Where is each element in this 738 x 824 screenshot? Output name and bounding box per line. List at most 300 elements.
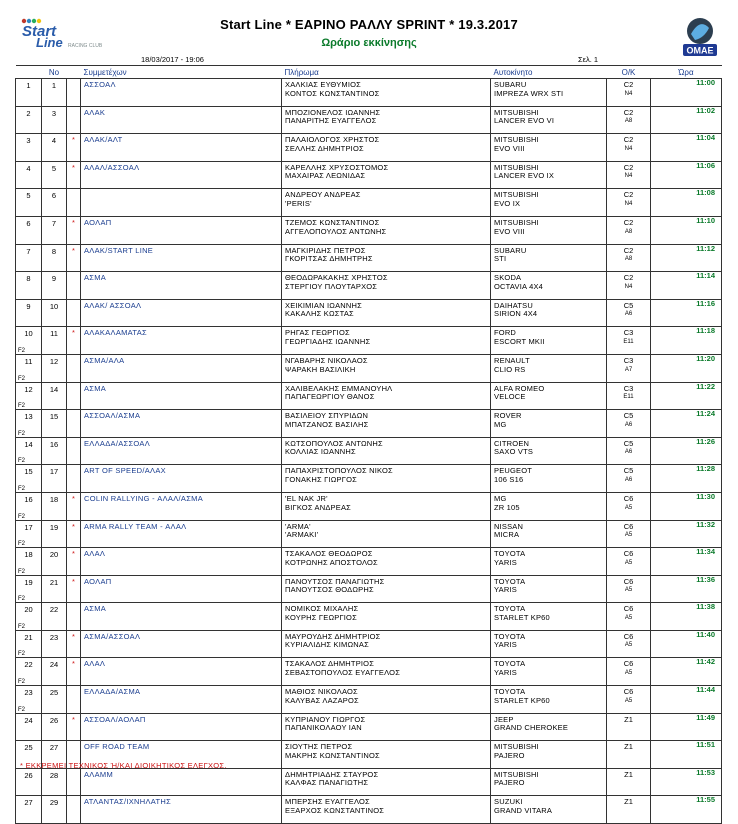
driver-name: ΝΓΑΒΑΡΗΣ ΝΙΚΟΛΑΟΣ: [285, 355, 368, 365]
group-code: C2: [623, 217, 634, 227]
car-model: PAJERO: [494, 750, 525, 760]
col-header-no: Νο: [42, 66, 67, 79]
car-cell: [491, 272, 607, 300]
codriver-name: ΠΑΠΑΓΕΩΡΓΙΟΥ ΘΑΝΟΣ: [285, 392, 375, 402]
car-cell: [491, 79, 607, 107]
car-cell: [491, 520, 607, 548]
table-row: [16, 189, 722, 217]
table-row: [16, 161, 722, 189]
table-row: [16, 437, 722, 465]
start-time: 11:34: [651, 548, 722, 576]
table-row: [16, 244, 722, 272]
group-code: C6: [623, 631, 634, 641]
row-index: 26: [24, 770, 33, 780]
group-class-cell: [607, 189, 651, 217]
row-index: 18: [24, 550, 33, 560]
driver-name: ΤΣΑΚΑΛΟΣ ΘΕΟΔΩΡΟΣ: [285, 549, 373, 559]
pending-check-mark: *: [67, 161, 81, 189]
car-model: PAJERO: [494, 778, 525, 788]
car-cell: [491, 382, 607, 410]
entrant-name: ΕΛΛΑΔΑ/ΑΣΣΟΑΛ: [81, 437, 282, 465]
pending-check-mark: *: [67, 492, 81, 520]
table-row: [16, 134, 722, 162]
start-number: 24: [42, 658, 67, 686]
table-row: [16, 796, 722, 824]
driver-name: ΜΠΟΖΙΟΝΕΛΟΣ ΙΩΑΝΝΗΣ: [285, 107, 381, 117]
col-header-crew: Πλήρωμα: [282, 66, 491, 79]
class-code: A5: [624, 614, 633, 621]
table-row: [16, 658, 722, 686]
codriver-name: 'ARMAKI': [285, 530, 319, 540]
group-code: C2: [623, 135, 634, 145]
class-code: A7: [624, 366, 633, 373]
car-model: GRAND VITARA: [494, 806, 553, 816]
group-code: C6: [623, 659, 634, 669]
crew-cell: [282, 492, 491, 520]
group-code: Z1: [624, 714, 633, 724]
entrant-name: OFF ROAD TEAM: [81, 741, 282, 769]
car-model: YARIS: [494, 585, 517, 595]
car-cell: [491, 713, 607, 741]
class-code: E11: [623, 338, 634, 345]
pending-check-mark: [67, 768, 81, 796]
driver-name: ΠΑΛΑΙΟΛΟΓΟΣ ΧΡΗΣΤΟΣ: [285, 135, 380, 145]
crew-cell: [282, 161, 491, 189]
codriver-name: ΣΕΛΛΗΣ ΔΗΜΗΤΡΙΟΣ: [285, 143, 364, 153]
car-make: MITSUBISHI: [494, 107, 539, 117]
car-make: TOYOTA: [494, 659, 526, 669]
group-code: C6: [623, 604, 634, 614]
driver-name: ΚΩΤΣΟΠΟΥΛΟΣ ΑΝΤΩΝΗΣ: [285, 438, 383, 448]
car-model: EVO IX: [494, 198, 521, 208]
driver-name: 'EL NAK JR': [285, 493, 328, 503]
start-time: 11:12: [651, 244, 722, 272]
driver-name: ΑΝΔΡΕΟΥ ΑΝΔΡΕΑΣ: [285, 190, 361, 200]
car-model: ZR 105: [494, 502, 520, 512]
entrant-name: ΑΛΑΚΑΛΑΜΑΤΑΣ: [81, 327, 282, 355]
row-index-cell: [16, 686, 42, 714]
row-index: 6: [26, 218, 31, 228]
crew-cell: [282, 106, 491, 134]
car-make: ROVER: [494, 411, 522, 421]
start-number: 11: [42, 327, 67, 355]
crew-cell: [282, 437, 491, 465]
crew-cell: [282, 272, 491, 300]
start-time: 11:44: [651, 686, 722, 714]
row-class-tag: F2: [18, 485, 26, 492]
car-make: ALFA ROMEO: [494, 383, 545, 393]
car-model: ESCORT MKII: [494, 336, 545, 346]
row-index-cell: [16, 134, 42, 162]
class-code: A6: [624, 421, 633, 428]
class-code: A8: [624, 228, 633, 235]
group-class-cell: [607, 106, 651, 134]
start-number: 19: [42, 520, 67, 548]
car-model: 106 S16: [494, 474, 524, 484]
row-index-cell: [16, 630, 42, 658]
codriver-name: ΕΞΑΡΧΟΣ ΚΩΝΣΤΑΝΤΙΝΟΣ: [285, 806, 385, 816]
start-time: 11:40: [651, 630, 722, 658]
entrant-name: ΑΤΛΑΝΤΑΣ/ΙΧΝΗΛΑΤΗΣ: [81, 796, 282, 824]
page-title: Start Line * ΕΑΡΙΝΟ ΡΑΛΛΥ SPRINT * 19.3.2017: [220, 17, 518, 32]
row-index-cell: [16, 410, 42, 438]
group-class-cell: [607, 134, 651, 162]
group-code: C3: [623, 355, 634, 365]
car-make: DAIHATSU: [494, 300, 533, 310]
group-code: C2: [623, 80, 634, 89]
car-model: YARIS: [494, 557, 517, 567]
entrant-name: ΑΣΜΑ: [81, 272, 282, 300]
svg-text:Line: Line: [36, 35, 63, 50]
entrant-name: [81, 189, 282, 217]
row-index-cell: [16, 437, 42, 465]
row-index: 25: [24, 743, 33, 753]
row-index-cell: [16, 189, 42, 217]
row-index-cell: [16, 658, 42, 686]
codriver-name: ΜΠΑΤΖΑΝΟΣ ΒΑΣΙΛΗΣ: [285, 419, 369, 429]
group-class-cell: [607, 437, 651, 465]
table-row: [16, 575, 722, 603]
group-class-cell: [607, 161, 651, 189]
class-code: A5: [624, 670, 633, 677]
row-index-cell: [16, 603, 42, 631]
start-time: 11:00: [651, 79, 722, 107]
driver-name: ΜΑΓΚΙΡΙΔΗΣ ΠΕΤΡΟΣ: [285, 245, 366, 255]
start-number: 18: [42, 492, 67, 520]
svg-text:Start: Start: [22, 23, 57, 40]
entrant-name: ΑΛΑΚ: [81, 106, 282, 134]
start-time: 11:02: [651, 106, 722, 134]
codriver-name: ΚΟΤΡΩΝΗΣ ΑΠΟΣΤΟΛΟΣ: [285, 557, 378, 567]
driver-name: ΣΙΟΥΤΗΣ ΠΕΤΡΟΣ: [285, 742, 353, 752]
entrant-name: ΑΟΛΑΠ: [81, 575, 282, 603]
driver-name: ΠΑΠΑΧΡΙΣΤΟΠΟΥΛΟΣ ΝΙΚΟΣ: [285, 466, 393, 476]
entrant-name: ΑΣΜΑ: [81, 603, 282, 631]
group-code: Z1: [624, 797, 633, 807]
pending-check-mark: [67, 189, 81, 217]
car-model: SAXO VTS: [494, 447, 534, 457]
pending-check-mark: *: [67, 327, 81, 355]
driver-name: ΚΥΠΡΙΑΝΟΥ ΓΙΩΡΓΟΣ: [285, 714, 366, 724]
codriver-name: ΚΑΚΑΛΗΣ ΚΩΣΤΑΣ: [285, 309, 354, 319]
crew-cell: [282, 327, 491, 355]
page-subtitle: Ωράριο εκκίνησης: [321, 37, 417, 49]
car-cell: [491, 686, 607, 714]
codriver-name: ΚΥΡΙΑΛΙΔΗΣ ΚΙΜΩΝΑΣ: [285, 640, 369, 650]
codriver-name: ΠΑΝΟΥΤΣΟΣ ΘΟΔΩΡΗΣ: [285, 585, 374, 595]
row-class-tag: F2: [18, 430, 26, 437]
codriver-name: ΚΟΝΤΟΣ ΚΩΝΣΤΑΝΤΙΝΟΣ: [285, 88, 380, 98]
row-index: 3: [26, 136, 31, 146]
pending-check-mark: [67, 796, 81, 824]
group-class-cell: [607, 796, 651, 824]
group-code: C3: [623, 383, 634, 393]
print-date: 18/03/2017 - 19:06: [141, 55, 204, 64]
group-class-cell: [607, 410, 651, 438]
row-index: 11: [24, 356, 33, 366]
row-index: 20: [24, 605, 33, 615]
codriver-name: ΠΑΝΑΡΙΤΗΣ ΕΥΑΓΓΕΛΟΣ: [285, 116, 377, 126]
crew-cell: [282, 134, 491, 162]
car-model: LANCER EVO IX: [494, 171, 555, 181]
row-class-tag: F2: [18, 623, 26, 630]
crew-cell: [282, 382, 491, 410]
start-number: 6: [42, 189, 67, 217]
start-number: 5: [42, 161, 67, 189]
pending-check-mark: *: [67, 216, 81, 244]
codriver-name: 'PERIS': [285, 198, 312, 208]
group-code: C5: [623, 411, 634, 421]
row-index: 1: [26, 81, 31, 90]
row-index-cell: [16, 354, 42, 382]
class-code: N4: [624, 145, 633, 152]
row-index-cell: [16, 492, 42, 520]
row-index: 2: [26, 108, 31, 118]
start-number: 28: [42, 768, 67, 796]
row-index-cell: [16, 161, 42, 189]
group-class-cell: [607, 382, 651, 410]
start-number: 9: [42, 272, 67, 300]
entrant-name: ΑΛΑΚ/START LINE: [81, 244, 282, 272]
start-number: 1: [42, 79, 67, 107]
entrant-name: ΑΟΛΑΠ: [81, 216, 282, 244]
row-index: 9: [26, 301, 31, 311]
start-time: 11:22: [651, 382, 722, 410]
car-cell: [491, 299, 607, 327]
car-cell: [491, 575, 607, 603]
driver-name: ΜΑΥΡΟΥΔΗΣ ΔΗΜΗΤΡΙΟΣ: [285, 631, 381, 641]
car-make: MITSUBISHI: [494, 769, 539, 779]
pending-check-mark: [67, 299, 81, 327]
group-class-cell: [607, 465, 651, 493]
row-index: 24: [24, 715, 33, 725]
start-number: 8: [42, 244, 67, 272]
car-model: CLIO RS: [494, 364, 526, 374]
start-time: 11:04: [651, 134, 722, 162]
table-row: [16, 520, 722, 548]
driver-name: ΡΗΓΑΣ ΓΕΩΡΓΙΟΣ: [285, 328, 350, 338]
car-cell: [491, 492, 607, 520]
row-index: 23: [24, 688, 33, 698]
start-time: 11:53: [651, 768, 722, 796]
class-code: N4: [624, 173, 633, 180]
car-make: MITSUBISHI: [494, 162, 539, 172]
pending-check-mark: *: [67, 134, 81, 162]
row-class-tag: F2: [18, 596, 26, 603]
group-class-cell: [607, 272, 651, 300]
driver-name: ΔΗΜΗΤΡΙΑΔΗΣ ΣΤΑΥΡΟΣ: [285, 769, 379, 779]
car-cell: [491, 658, 607, 686]
col-header-time: Ώρα: [651, 66, 722, 79]
table-row: [16, 603, 722, 631]
group-class-cell: [607, 354, 651, 382]
class-code: A8: [624, 118, 633, 125]
codriver-name: ΚΑΛΦΑΣ ΠΑΝΑΓΙΩΤΗΣ: [285, 778, 369, 788]
codriver-name: ΚΑΛΥΒΑΣ ΛΑΖΑΡΟΣ: [285, 695, 359, 705]
car-make: MITSUBISHI: [494, 742, 539, 752]
car-cell: [491, 161, 607, 189]
class-code: A5: [624, 532, 633, 539]
group-code: C2: [623, 162, 634, 172]
row-index: 14: [24, 439, 33, 449]
entrant-name: ΑΣΜΑ/ΑΛΑ: [81, 354, 282, 382]
car-model: GRAND CHEROKEE: [494, 723, 569, 733]
crew-cell: [282, 768, 491, 796]
footnote: * ΕΚΚΡΕΜΕΙ ΤΕΧΝΙΚΟΣ Ή/ΚΑΙ ΔΙΟΙΚΗΤΙΚΟΣ ΕΛΕΓΧΟΣ.: [20, 761, 227, 770]
class-code: A6: [624, 476, 633, 483]
car-cell: [491, 603, 607, 631]
row-index-cell: [16, 713, 42, 741]
row-index-cell: [16, 382, 42, 410]
class-code: A5: [624, 642, 633, 649]
entrant-name: ARMA RALLY TEAM - ΑΛΑΛ: [81, 520, 282, 548]
start-time: 11:38: [651, 603, 722, 631]
row-index-cell: [16, 465, 42, 493]
group-code: Z1: [624, 769, 633, 779]
start-number: 10: [42, 299, 67, 327]
group-class-cell: [607, 713, 651, 741]
car-make: TOYOTA: [494, 687, 526, 697]
crew-cell: [282, 465, 491, 493]
driver-name: ΤΖΕΜΟΣ ΚΩΝΣΤΑΝΤΙΝΟΣ: [285, 217, 380, 227]
pending-check-mark: [67, 437, 81, 465]
crew-cell: [282, 189, 491, 217]
row-index: 21: [24, 632, 33, 642]
start-time: 11:51: [651, 741, 722, 769]
car-model: EVO VIII: [494, 226, 525, 236]
car-cell: [491, 465, 607, 493]
start-number: 25: [42, 686, 67, 714]
driver-name: ΚΑΡΕΛΛΗΣ ΧΡΥΣΟΣΤΟΜΟΣ: [285, 162, 389, 172]
driver-name: ΠΑΝΟΥΤΣΟΣ ΠΑΝΑΓΙΩΤΗΣ: [285, 576, 385, 586]
codriver-name: ΜΑΚΡΗΣ ΚΩΝΣΤΑΝΤΙΝΟΣ: [285, 750, 380, 760]
pending-check-mark: [67, 272, 81, 300]
start-time: 11:36: [651, 575, 722, 603]
group-code: C2: [623, 245, 634, 255]
start-number: 14: [42, 382, 67, 410]
car-cell: [491, 189, 607, 217]
car-model: OCTAVIA 4X4: [494, 281, 544, 291]
col-header-car: Αυτοκίνητο: [491, 66, 607, 79]
row-index: 12: [24, 384, 33, 394]
car-cell: [491, 354, 607, 382]
start-number: 21: [42, 575, 67, 603]
car-cell: [491, 216, 607, 244]
start-time: 11:42: [651, 658, 722, 686]
crew-cell: [282, 603, 491, 631]
pending-check-mark: *: [67, 575, 81, 603]
group-code: C6: [623, 687, 634, 697]
entrant-name: ΕΛΛΑΔΑ/ΑΣΜΑ: [81, 686, 282, 714]
car-model: YARIS: [494, 640, 517, 650]
group-code: C5: [623, 438, 634, 448]
row-class-tag: F2: [18, 513, 26, 520]
entrant-name: ΑΛΑΛ/ΑΣΣΟΑΛ: [81, 161, 282, 189]
group-class-cell: [607, 492, 651, 520]
group-code: C2: [623, 107, 634, 117]
car-make: SUZUKI: [494, 797, 523, 807]
car-model: SIRION 4X4: [494, 309, 538, 319]
codriver-name: ΠΑΠΑΝΙΚΟΛΑΟΥ ΙΑΝ: [285, 723, 362, 733]
car-model: STARLET KP60: [494, 612, 550, 622]
row-index-cell: [16, 272, 42, 300]
driver-name: ΧΑΛΙΒΕΛΑΚΗΣ ΕΜΜΑΝΟΥΗΛ: [285, 383, 393, 393]
table-row: [16, 327, 722, 355]
group-code: C2: [623, 190, 634, 200]
start-time: 11:24: [651, 410, 722, 438]
group-code: Z1: [624, 742, 633, 752]
car-cell: [491, 548, 607, 576]
car-model: LANCER EVO VI: [494, 116, 555, 126]
car-model: IMPREZA WRX STI: [494, 88, 564, 98]
row-class-tag: F2: [18, 679, 26, 686]
car-make: SUBARU: [494, 80, 527, 89]
car-make: MG: [494, 493, 507, 503]
entrant-name: ΑΣΣΟΑΛ: [81, 79, 282, 107]
start-number: 15: [42, 410, 67, 438]
table-row: [16, 354, 722, 382]
group-code: C3: [623, 328, 634, 338]
row-class-tag: F2: [18, 568, 26, 575]
start-time: 11:55: [651, 796, 722, 824]
crew-cell: [282, 244, 491, 272]
row-index-cell: [16, 299, 42, 327]
row-index-cell: [16, 216, 42, 244]
car-model: VELOCE: [494, 392, 526, 402]
row-class-tag: F2: [18, 541, 26, 548]
table-row: [16, 630, 722, 658]
codriver-name: ΓΟΝΑΚΗΣ ΓΙΩΡΓΟΣ: [285, 474, 357, 484]
row-class-tag: F2: [18, 347, 26, 354]
car-cell: [491, 796, 607, 824]
class-code: A8: [624, 256, 633, 263]
crew-cell: [282, 575, 491, 603]
start-number: 26: [42, 713, 67, 741]
group-class-cell: [607, 327, 651, 355]
start-number: 4: [42, 134, 67, 162]
group-class-cell: [607, 244, 651, 272]
start-list-table: [15, 65, 722, 824]
pending-check-mark: [67, 79, 81, 107]
car-make: TOYOTA: [494, 576, 526, 586]
driver-name: ΘΕΟΔΩΡΑΚΑΚΗΣ ΧΡΗΣΤΟΣ: [285, 273, 388, 283]
driver-name: ΝΟΜΙΚΟΣ ΜΙΧΑΛΗΣ: [285, 604, 359, 614]
class-code: N4: [624, 200, 633, 207]
col-header-entrant: Συμμετέχων: [81, 66, 282, 79]
pending-check-mark: [67, 382, 81, 410]
car-make: TOYOTA: [494, 549, 526, 559]
crew-cell: [282, 354, 491, 382]
crew-cell: [282, 299, 491, 327]
group-class-cell: [607, 548, 651, 576]
pending-check-mark: *: [67, 713, 81, 741]
row-class-tag: F2: [18, 458, 26, 465]
group-class-cell: [607, 603, 651, 631]
start-time: 11:10: [651, 216, 722, 244]
car-make: TOYOTA: [494, 604, 526, 614]
row-index: 13: [24, 412, 33, 422]
row-index-cell: [16, 244, 42, 272]
crew-cell: [282, 410, 491, 438]
car-make: CITROEN: [494, 438, 530, 448]
car-make: SUBARU: [494, 245, 527, 255]
crew-cell: [282, 216, 491, 244]
codriver-name: ΚΟΥΡΗΣ ΓΕΩΡΓΙΟΣ: [285, 612, 357, 622]
car-make: JEEP: [494, 714, 514, 724]
group-class-cell: [607, 686, 651, 714]
group-code: C6: [623, 549, 634, 559]
entrant-name: ΑΛΑΛ: [81, 658, 282, 686]
